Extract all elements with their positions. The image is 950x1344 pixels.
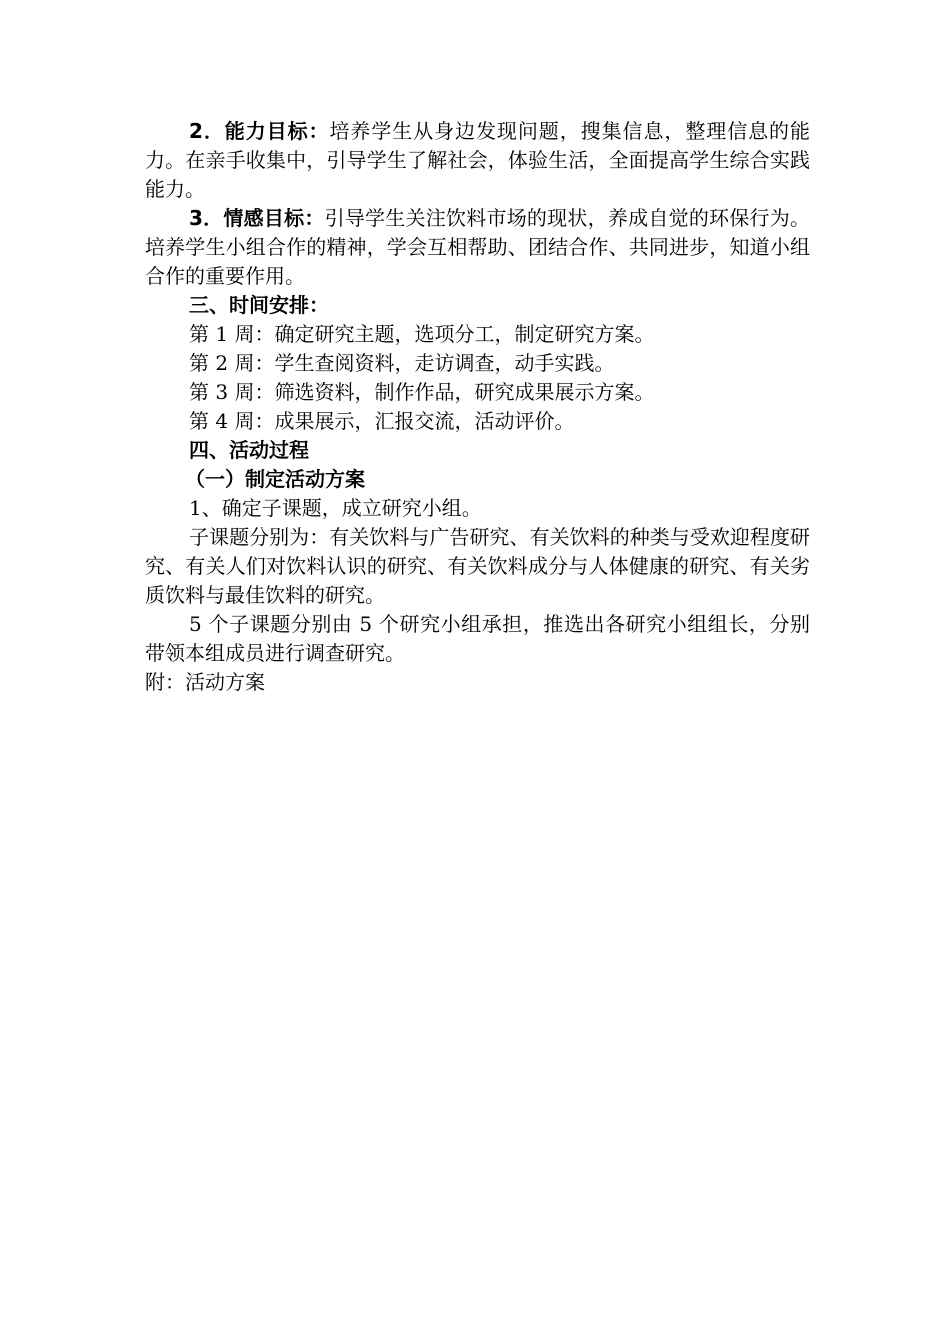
appendix-line: 附：活动方案 xyxy=(145,670,265,694)
goal-emotion-paragraph xyxy=(145,204,810,291)
section-process-heading: 四、活动过程 xyxy=(189,438,309,462)
goal-emotion-text: 引导学生关注饮料市场的现状，养成自觉的环保行为。培养学生小组合作的精神，学会互相帮助、团结合作、共同进步，知道小组合作的重要作用。 xyxy=(145,206,811,288)
schedule-week-1: 第 1 周：确定研究主题，选项分工，制定研究方案。 xyxy=(189,322,655,346)
schedule-week-3: 第 3 周：筛选资料，制作作品，研究成果展示方案。 xyxy=(189,380,655,404)
document-page xyxy=(145,117,810,697)
goal-ability-text: 培养学生从身边发现问题，搜集信息，整理信息的能力。在亲手收集中，引导学生了解社会，体验生活，全面提高学生综合实践能力。 xyxy=(145,119,810,201)
goal-ability-heading: 2．能力目标： xyxy=(189,119,330,143)
step-1-text: 1、确定子课题，成立研究小组。 xyxy=(189,496,482,520)
goal-emotion-heading: 3．情感目标： xyxy=(189,206,325,230)
subsection-plan-heading: （一）制定活动方案 xyxy=(185,467,365,491)
schedule-week-2: 第 2 周：学生查阅资料，走访调查，动手实践。 xyxy=(189,351,615,375)
goal-ability-paragraph xyxy=(145,117,810,204)
groups-paragraph: 5 个子课题分别由 5 个研究小组承担，推选出各研究小组组长，分别带领本组成员进行调查研究。 xyxy=(145,612,810,665)
schedule-week-4: 第 4 周：成果展示，汇报交流，活动评价。 xyxy=(189,409,575,433)
subtopics-paragraph: 子课题分别为：有关饮料与广告研究、有关饮料的种类与受欢迎程度研究、有关人们对饮料认识的研究、有关饮料成分与人体健康的研究、有关劣质饮料与最佳饮料的研究。 xyxy=(145,525,810,607)
section-schedule-heading: 三、时间安排： xyxy=(189,293,329,317)
